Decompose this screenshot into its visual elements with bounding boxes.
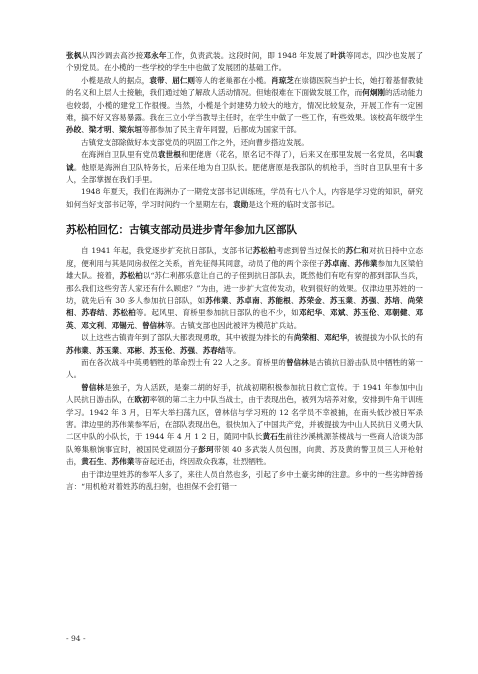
name-emphasis: 苏春结 <box>81 308 105 318</box>
paragraph <box>66 75 423 137</box>
text-run: 带领 40 多武装人员包围，向黄、苏及黄的警卫员三人开枪射击， <box>66 444 423 467</box>
name-emphasis: 苏卓南 <box>236 295 260 305</box>
name-emphasis: 苏卓南 <box>324 258 348 268</box>
text-run: 而在各次战斗中英勇牺牲的革命烈士有 22 人之多。育桥里的 <box>81 357 286 367</box>
text-run: 等人的老巢都在小榄。 <box>195 75 272 85</box>
name-emphasis: 尚荣相 <box>293 333 317 343</box>
text-run: 等都参加了民主青年同盟，后都成为国家干部。 <box>141 125 302 135</box>
page-number: - 94 - <box>66 634 86 643</box>
name-emphasis: 曾信林 <box>285 357 309 367</box>
name-emphasis: 苏培 <box>384 295 400 305</box>
name-emphasis: 苏仁和 <box>345 246 369 256</box>
name-emphasis: 曾信林 <box>141 320 165 330</box>
name-emphasis: 苏玉伦 <box>149 345 173 355</box>
text-run: 、 <box>141 345 150 355</box>
text-run: 、 <box>347 258 355 268</box>
name-emphasis: 梁才明 <box>88 125 112 135</box>
name-emphasis: 邓斌 <box>330 308 346 318</box>
name-emphasis: 袁带 <box>149 75 165 85</box>
name-emphasis: 肖琼芝 <box>271 75 294 85</box>
name-emphasis: 苏强 <box>360 295 377 305</box>
text-run: 、 <box>290 295 299 305</box>
name-emphasis: 苏伟業 <box>66 345 89 355</box>
paragraph <box>66 149 423 186</box>
text-run: 考虑到曾当过保长的 <box>275 246 346 256</box>
text-run: 、 <box>195 345 203 355</box>
text-run: 古镇党支部除做好本支部党员的巩固工作之外，还向曹步搭边发展。 <box>81 137 309 147</box>
name-emphasis: 邓文利 <box>81 320 104 330</box>
text-run: 、 <box>88 345 97 355</box>
text-run: 是这个班的临时支部书记。 <box>248 199 340 209</box>
text-run: 、 <box>73 308 82 318</box>
text-run: 、 <box>376 308 385 318</box>
text-run: 、 <box>164 75 173 85</box>
text-run: 、 <box>172 345 180 355</box>
name-emphasis: 叶洪 <box>330 51 346 60</box>
text-run: 小榄是敌人的据点， <box>81 75 150 85</box>
name-emphasis: 袁勋 <box>233 199 249 209</box>
text-run: 、 <box>399 295 408 305</box>
text-run: 参加九区梁伯雄大队。接着， <box>66 258 424 281</box>
paragraph <box>66 245 423 332</box>
text-run: 、 <box>316 333 325 343</box>
name-emphasis: 孙皎 <box>66 125 82 135</box>
name-emphasis: 袁世根 <box>157 150 181 160</box>
text-run: 、 <box>322 308 331 318</box>
name-emphasis: 邓锡元 <box>111 320 135 330</box>
text-run: 等同志，四沙也发展了个别党员。在小榄的一些学校的学生中也做了发展团的基础工作。 <box>66 51 424 73</box>
name-emphasis: 曾信林 <box>81 382 105 392</box>
text-run: 、 <box>345 308 354 318</box>
name-emphasis: 苏强 <box>179 345 196 355</box>
text-run: 以“苏仁利都乐意让自己的子侄到抗日部队去，既然他们有吃有穿的都到部队当兵，那么我们这些穷苦人家还有什么顾虑？”为由，进一步扩大宣传发动，收到很好的效果。仅津边里苏姓的一坊，就先后有 30 多人参加抗日部队，如 <box>66 271 423 305</box>
name-emphasis: 苏玉業 <box>329 295 354 305</box>
section-title: 苏松柏回忆：古镇支部动员进步青年参加九区部队 <box>66 224 297 237</box>
text-run: 、 <box>228 295 237 305</box>
name-emphasis: 苏松柏 <box>119 271 143 281</box>
name-emphasis: 黄石生 <box>81 457 104 467</box>
document-page <box>66 50 423 493</box>
text-run: 、 <box>73 320 82 330</box>
name-emphasis: 邓英 <box>66 308 424 330</box>
text-run: 等奋起还击，终因敌众我寡，壮烈牺牲。 <box>134 457 272 467</box>
text-run: 从四沙调去高沙接 <box>81 51 144 60</box>
text-run: 、 <box>407 308 416 318</box>
text-run: 、 <box>376 295 385 305</box>
name-emphasis: 袁诚 <box>66 150 424 172</box>
text-run: 、 <box>103 320 112 330</box>
paragraph <box>66 382 423 469</box>
name-emphasis: 苏玉伦 <box>353 308 377 318</box>
name-emphasis: 邓朝健 <box>384 308 408 318</box>
section-gap <box>66 211 423 219</box>
text-run: 、 <box>81 125 89 135</box>
text-run: 和肥佬唐（花名，原名记不得了），后来又在那里发展一名党员，名叫 <box>180 150 416 160</box>
paragraph <box>66 186 423 211</box>
name-emphasis: 苏松柏 <box>112 308 136 318</box>
name-emphasis: 苏春结 <box>202 345 226 355</box>
name-emphasis: 欧初 <box>134 395 150 405</box>
paragraph <box>66 50 423 75</box>
name-emphasis: 尚荣相 <box>66 295 424 318</box>
name-emphasis: 彭珂 <box>198 444 214 454</box>
name-emphasis: 苏玉業 <box>96 345 120 355</box>
name-emphasis: 邓纪华 <box>298 308 323 318</box>
text-run: 在海洲自卫队里有党员 <box>81 150 158 160</box>
text-run: 是独子，为人活跃，是秦二胡的好手，抗战初期积极参加抗日救亡宣传。于 1941 年参加中山人民抗日游击队，在 <box>66 382 423 405</box>
name-emphasis: 张枫 <box>66 51 82 60</box>
name-emphasis: 屈仁则 <box>172 75 196 85</box>
text-run: 、 <box>259 295 268 305</box>
text-run: 在崇德医院当护士长，她打着基督教徒的名义和上层人士接触，我们通过她了解敌人活动情况。但她很难在下面做发展工作，而 <box>66 75 424 98</box>
text-run: 、 <box>111 125 120 135</box>
name-emphasis: 苏伟業 <box>111 457 135 467</box>
text-run: 以上这些古镇青年到了部队大都表现勇敢，其中被提为排长的有 <box>81 333 294 343</box>
text-run: 前往沙溪桃源茶楼战与一些商人洽谈为部队筹集粮饷事宜时，被国民党顽固分子 <box>66 432 424 454</box>
name-emphasis: 黄石生 <box>262 432 286 442</box>
bottom-text-block <box>66 245 423 493</box>
text-run: 。他原是海洲自卫队特务长，后来任地为自卫队长。肥佬唐原是我部队的机枪手，当时自卫队里有十多人，全部掌握在我们手里。 <box>66 162 423 185</box>
name-emphasis: 苏松柏 <box>252 246 276 256</box>
text-run: 、 <box>103 457 112 467</box>
paragraph <box>66 332 423 357</box>
text-run: 、 <box>134 320 142 330</box>
text-run: 是古镇抗日游击队员中牺牲的第一人。 <box>66 357 424 380</box>
paragraph <box>66 357 423 382</box>
text-run: 1948 年夏天，我们在海洲办了一期党支部书记训练班，学员有七八个人，内容是学习党的知识，研究如何当好支部书记等，学习时间约一个星期左右， <box>66 187 423 209</box>
text-run: 、 <box>353 295 361 305</box>
text-run: ，被提拔为小队长的有 <box>347 333 424 343</box>
text-run: 、 <box>119 345 127 355</box>
text-run: 自 1941 年起，我党逐步扩充抗日部队，支部书记 <box>81 246 253 256</box>
text-run: 的活动能力也较弱，小榄的建党工作很慢。当然，小榄是个封建势力较大的地方，情况比较复杂，开展工作有一定困难，搞不好又容易暴露。我在三立小学当教导主任时，在学生中做了一些工作，有些效果。该校高年级学生 <box>66 88 424 123</box>
text-run: 等。起风里、育桥里参加抗日部队的也不少，如 <box>135 308 299 318</box>
text-run: 、 <box>104 308 113 318</box>
paragraph <box>66 469 423 494</box>
name-emphasis: 苏伟業 <box>205 295 229 305</box>
text-run: 由于津边里姓苏的参军人多了，来往人员自然也多，引起了乡中土豪劣绅的注意。乡中的一些劣绅曾扬言：“用机枪对着姓苏的乱扫射，也担保不会打错一 <box>66 469 423 491</box>
text-run: 率领的第二主力中队当战士，由于表现出色，被列为培养对象，安排到牛角干训班学习。1942 年 3 月，日军大举扫荡九区，曾林信与学习班的 12 名学员不幸被捕，在南头低沙被日军杀害。津边里的苏伟業参军后，在部队表现出色，很快加入了中国共产党，并被提拔为中山人民抗日义勇大队二区中队的小队长，于 1944 年 4 月 1 2 日，随同中队长 <box>66 395 424 442</box>
name-emphasis: 邓永年 <box>143 51 167 60</box>
name-emphasis: 苏伟業 <box>354 258 378 268</box>
name-emphasis: 梁东垣 <box>119 125 142 135</box>
text-run: 等。古镇支部也因此被评为模范扩兵站。 <box>164 320 302 330</box>
text-run: 工作，负责武装。这段时间，即 1948 年发展了 <box>166 51 331 60</box>
text-run: 等。 <box>225 345 241 355</box>
name-emphasis: 邓彬 <box>126 345 142 355</box>
text-run: 、 <box>322 295 330 305</box>
top-text-block <box>66 50 423 211</box>
name-emphasis: 邓纪华 <box>324 333 348 343</box>
name-emphasis: 苏荣金 <box>298 295 323 305</box>
name-emphasis: 苏能根 <box>267 295 291 305</box>
name-emphasis: 何炯刚 <box>362 88 386 98</box>
text-run: 对抗日持中立态度，便利用与其是同房叔侄之关系，首先征得其同意，动员了他的两个亲侄子 <box>66 246 424 268</box>
paragraph <box>66 137 423 149</box>
